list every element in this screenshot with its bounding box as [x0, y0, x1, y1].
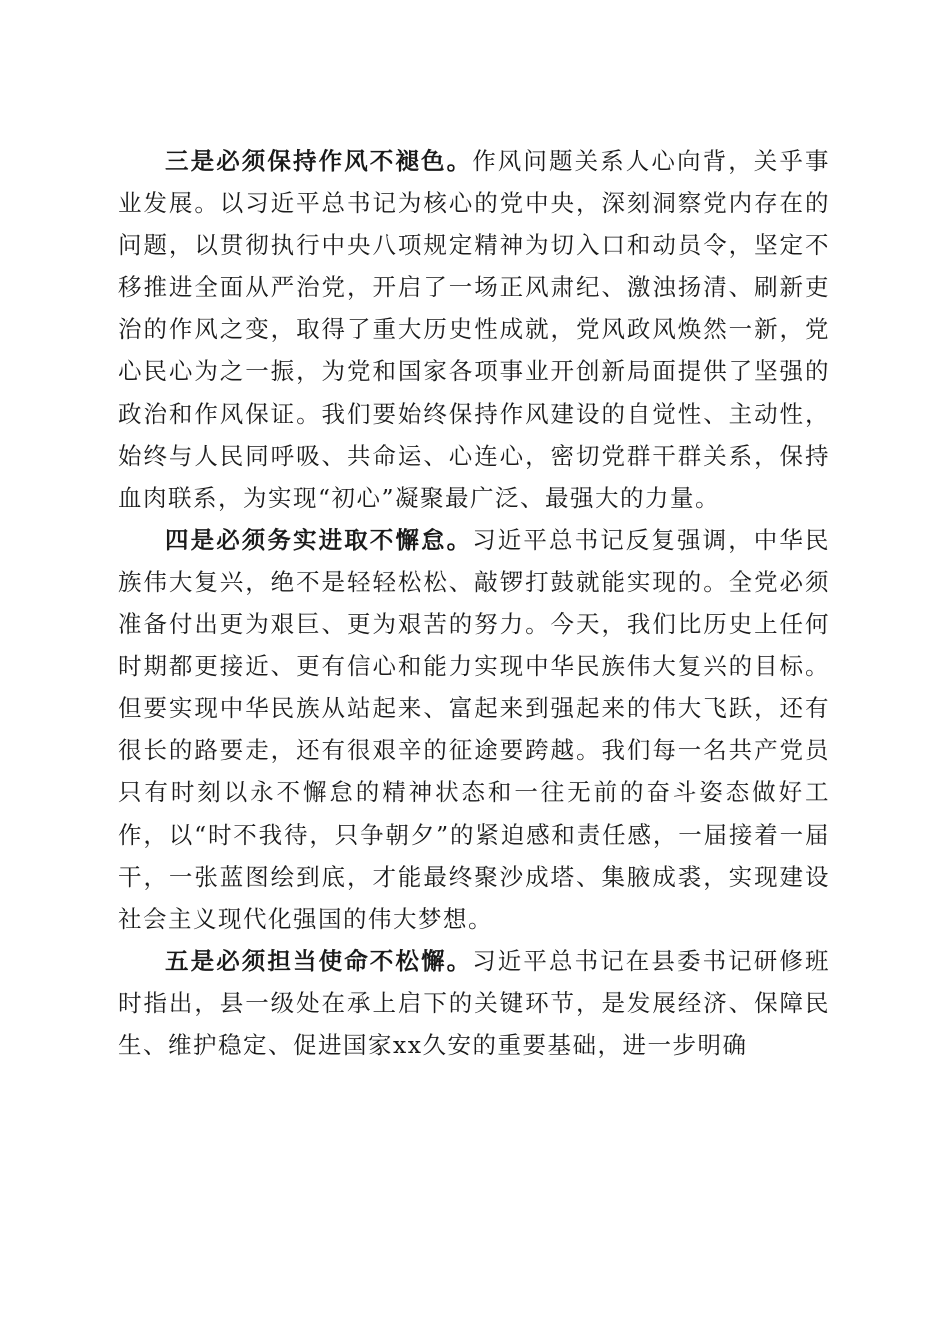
document-body: [118, 140, 830, 1066]
paragraph-2: [118, 519, 830, 940]
paragraph-2-body: 习近平总书记反复强调，中华民族伟大复兴，绝不是轻轻松松、敲锣打鼓就能实现的。全党必须准备付出更为艰巨、更为艰苦的努力。今天，我们比历史上任何时期都更接近、更有信心和能力实现中华民族伟大复兴的目标。但要实现中华民族从站起来、富起来到强起来的伟大飞跃，还有很长的路要走，还有很艰辛的征途要跨越。我们每一名共产党员只有时刻以永不懈怠的精神状态和一往无前的奋斗姿态做好工作，以“时不我待，只争朝夕”的紧迫感和责任感，一届接着一届干，一张蓝图绘到底，才能最终聚沙成塔、集腋成裘，实现建设社会主义现代化强国的伟大梦想。: [118, 525, 831, 933]
paragraph-3-body: 习近平总书记在县委书记研修班时指出，县一级处在承上启下的关键环节，是发展经济、保障民生、维护稳定、促进国家xx久安的重要基础，进一步明确: [118, 946, 831, 1059]
paragraph-3: [118, 940, 830, 1066]
paragraph-2-lead: 四是必须务实进取不懈怠。: [165, 525, 473, 554]
paragraph-1: [118, 140, 830, 519]
paragraph-3-lead: 五是必须担当使命不松懈。: [165, 946, 473, 975]
paragraph-1-body: 作风问题关系人心向背，关乎事业发展。以习近平总书记为核心的党中央，深刻洞察党内存在的问题，以贯彻执行中央八项规定精神为切入口和动员令，坚定不移推进全面从严治党，开启了一场正风肃纪、激浊扬清、刷新吏治的作风之变，取得了重大历史性成就，党风政风焕然一新，党心民心为之一振，为党和国家各项事业开创新局面提供了坚强的政治和作风保证。我们要始终保持作风建设的自觉性、主动性，始终与人民同呼吸、共命运、心连心，密切党群干群关系，保持血肉联系，为实现“初心”凝聚最广泛、最强大的力量。: [118, 147, 831, 512]
paragraph-1-lead: 三是必须保持作风不褪色。: [165, 147, 473, 175]
